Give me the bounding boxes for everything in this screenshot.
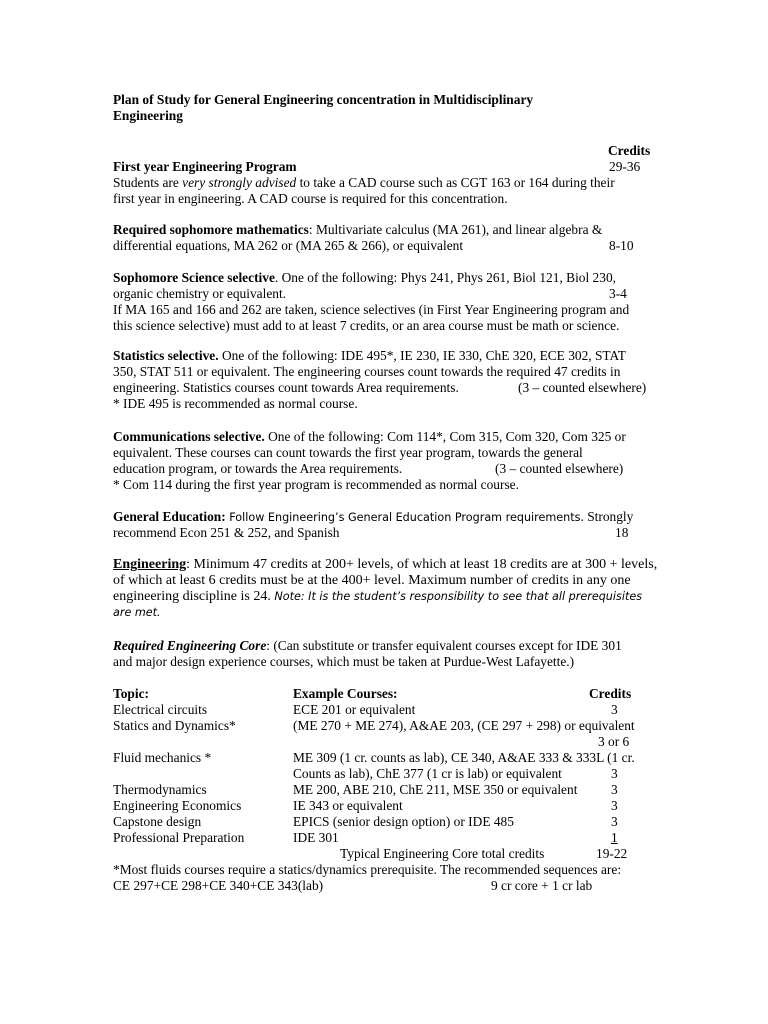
section-communications: Communications selective. One of the following: Com 114*, Com 315, Com 320, Com 325 or equivalent. These courses can count towards the first year program, towards the general education program, or towards the Area requirements. (3 – counted elsewhere) * Com 114 during the first year program is recommended as normal course. [113, 429, 626, 492]
statistics-credits: (3 – counted elsewhere) [518, 380, 647, 395]
recommended-sequence: CE 297+CE 298+CE 340+CE 343(lab) [113, 878, 324, 893]
table-row: Engineering Economics IE 343 or equivalent 3 [113, 798, 618, 813]
general-education-credits: 18 [615, 525, 629, 540]
engineering-core-heading: Required Engineering Core [113, 638, 267, 653]
table-header [113, 686, 653, 702]
fluids-footnote: *Most fluids courses require a statics/dynamics prerequisite. The recommended sequences are: [113, 862, 622, 877]
first-year-credits: 29-36 [609, 159, 641, 174]
header-credits: Credits [589, 686, 632, 701]
table-row: Professional Preparation IDE 301 1 [113, 830, 618, 845]
section-sophomore-math: Required sophomore mathematics: Multivariate calculus (MA 261), and linear algebra & differential equations, MA 262 or (MA 265 & 266), or equivalent 8-10 [113, 222, 634, 253]
sophomore-science-credits: 3-4 [609, 286, 627, 301]
table-row: Counts as lab), ChE 377 (1 cr is lab) or equivalent 3 [293, 766, 618, 781]
sophomore-math-heading: Required sophomore mathematics [113, 222, 309, 237]
core-total-credits: 19-22 [596, 846, 628, 861]
engineering-note: Note: It is the student’s responsibility to see that all prerequisites [274, 590, 643, 603]
core-courses-table [113, 686, 653, 894]
statistics-heading: Statistics selective. [113, 348, 219, 363]
section-general-education: General Education: Follow Engineering’s General Education Program requirements. Strongly recommend Econ 251 & 252, and Spanish 18 [113, 509, 634, 540]
communications-credits: (3 – counted elsewhere) [495, 461, 624, 476]
section-engineering-core: Required Engineering Core: (Can substitute or transfer equivalent courses except for IDE 301 and major design experience courses, which must be taken at Purdue-West Lafayette.) [113, 638, 622, 669]
credits-column-header: Credits [608, 143, 651, 158]
table-row: Electrical circuits ECE 201 or equivalent 3 [113, 702, 618, 717]
title-line-2: Engineering [113, 108, 183, 123]
header-topic: Topic: [113, 686, 149, 701]
general-education-heading: General Education: [113, 509, 226, 524]
core-total-label: Typical Engineering Core total credits [340, 846, 545, 861]
table-row: Capstone design EPICS (senior design option) or IDE 485 3 [113, 814, 618, 829]
sequence-credits: 9 cr core + 1 cr lab [491, 878, 593, 893]
header-example-courses: Example Courses: [293, 686, 398, 701]
communications-note: * Com 114 during the first year program is recommended as normal course. [113, 477, 519, 492]
section-engineering: Engineering: Minimum 47 credits at 200+ levels, of which at least 18 credits are at 300 + levels, of which at least 6 credits must be at the 400+ level. Maximum number of credits in any one engineering discipline is 24. Note: It is the student’s responsibility to see that all prerequisites are met. [113, 557, 658, 619]
engineering-heading: Engineering [113, 557, 187, 572]
title-line-1: Plan of Study for General Engineering concentration in Multidisciplinary [113, 92, 534, 107]
communications-heading: Communications selective. [113, 429, 265, 444]
section-statistics: Statistics selective. One of the following: IDE 495*, IE 230, IE 330, ChE 320, ECE 302, STAT 350, STAT 511 or equivalent. The engineering courses count towards the required 47 credits in engineering. Statistics courses count towards Area requirements. (3 – counted elsewhere) * IDE 495 is recommended as normal course. [113, 348, 647, 411]
sophomore-science-heading: Sophomore Science selective [113, 270, 275, 285]
table-row: 3 or 6 [598, 734, 630, 749]
table-total-row [113, 846, 653, 862]
table-row: Fluid mechanics * ME 309 (1 cr. counts as lab), CE 340, A&AE 333 & 333L (1 cr. [113, 750, 635, 765]
table-row: Statics and Dynamics* (ME 270 + ME 274), A&AE 203, (CE 297 + 298) or equivalent [113, 718, 635, 733]
first-year-heading: First year Engineering Program [113, 159, 297, 174]
advice-emphasis: very strongly advised [182, 175, 297, 190]
section-sophomore-science: Sophomore Science selective. One of the following: Phys 241, Phys 261, Biol 121, Biol 230, organic chemistry or equivalent. 3-4 If MA 165 and 166 and 262 are taken, science selectives (in First Year Engineering program and this science selective) must add to at least 7 credits, or an area course must be math or science. [113, 270, 630, 333]
statistics-note: * IDE 495 is recommended as normal course. [113, 396, 358, 411]
sophomore-math-credits: 8-10 [609, 238, 634, 253]
table-row: Thermodynamics ME 200, ABE 210, ChE 211, MSE 350 or equivalent 3 [113, 782, 618, 797]
document-title [113, 92, 653, 124]
section-first-year: First year Engineering Program 29-36 Students are very strongly advised to take a CAD course such as CGT 163 or 164 during their first year in engineering. A CAD course is required for this concentration. [113, 159, 641, 206]
